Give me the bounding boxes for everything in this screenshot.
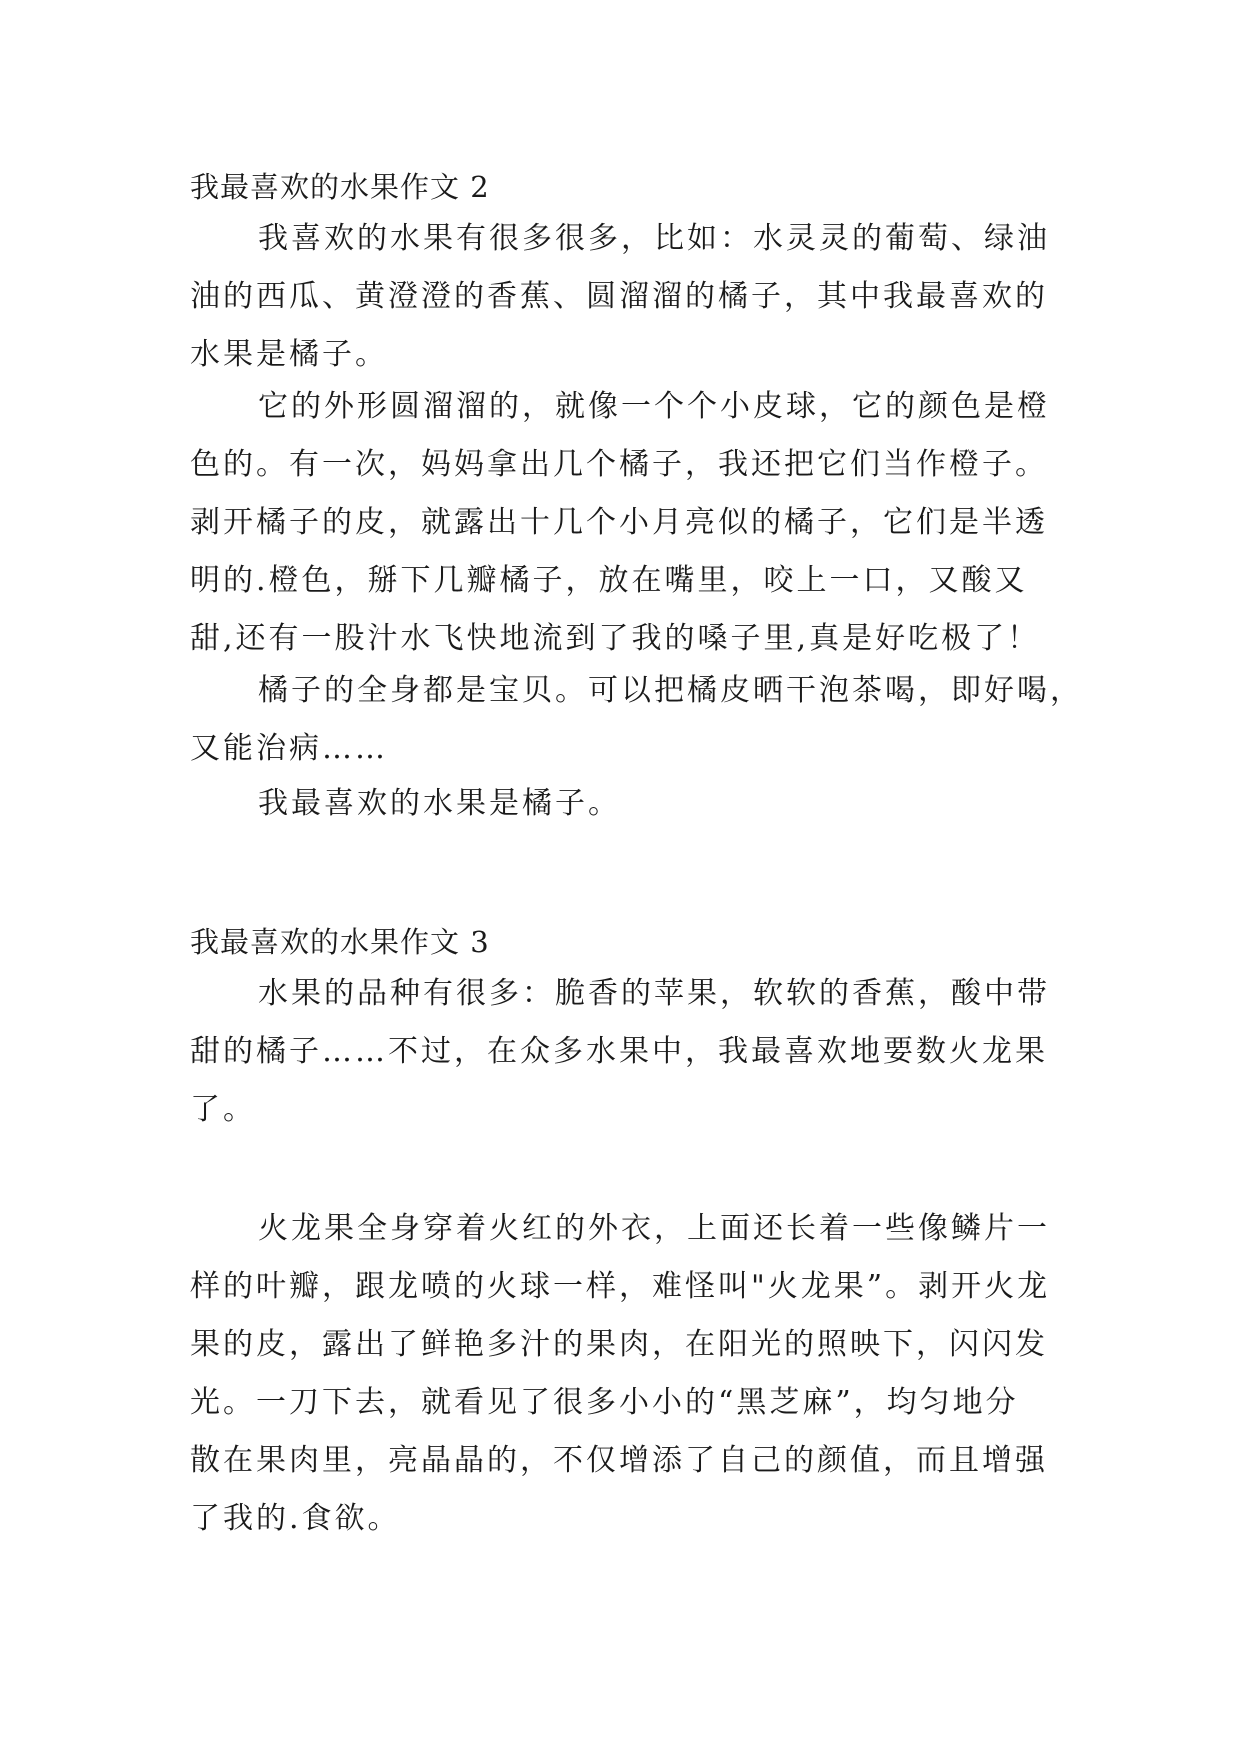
- text-line: 剥开橘子的皮，就露出十几个小月亮似的橘子，它们是半透: [190, 505, 1048, 540]
- paragraph: [190, 210, 1070, 384]
- paragraph: [190, 965, 1070, 1139]
- text-line: 色的。有一次，妈妈拿出几个橘子，我还把它们当作橙子。: [190, 447, 1048, 482]
- text-line: 甜的橘子……不过，在众多水果中，我最喜欢地要数火龙果: [190, 1034, 1048, 1069]
- text-line: 了我的.食欲。: [190, 1501, 401, 1536]
- text-line: 它的外形圆溜溜的，就像一个个小皮球，它的颜色是橙: [258, 389, 1050, 424]
- text-line: 我喜欢的水果有很多很多，比如：水灵灵的葡萄、绿油: [258, 221, 1050, 256]
- paragraph: [190, 662, 1083, 778]
- section-title: 我最喜欢的水果作文 3: [190, 925, 490, 959]
- text-line: 明的.橙色，掰下几瓣橘子，放在嘴里，咬上一口，又酸又: [190, 563, 1028, 598]
- paragraph: [190, 1200, 1070, 1548]
- paragraph: [190, 378, 1070, 668]
- text-line: 橘子的全身都是宝贝。可以把橘皮晒干泡茶喝，即好喝，: [258, 673, 1083, 708]
- section-title: 我最喜欢的水果作文 2: [190, 170, 490, 204]
- text-line: 油的西瓜、黄澄澄的香蕉、圆溜溜的橘子，其中我最喜欢的: [190, 279, 1048, 314]
- text-line: 果的皮，露出了鲜艳多汁的果肉，在阳光的照映下，闪闪发: [190, 1327, 1048, 1362]
- text-line: 火龙果全身穿着火红的外衣，上面还长着一些像鳞片一: [258, 1211, 1050, 1246]
- text-line: 水果的品种有很多：脆香的苹果，软软的香蕉，酸中带: [258, 976, 1050, 1011]
- text-line: 了。: [190, 1092, 256, 1127]
- paragraph: [190, 775, 1070, 833]
- text-line: 我最喜欢的水果是橘子。: [258, 786, 621, 821]
- text-line: 甜,还有一股汁水飞快地流到了我的嗓子里,真是好吃极了！: [190, 621, 1041, 656]
- text-line: 又能治病……: [190, 731, 388, 766]
- text-line: 样的叶瓣，跟龙喷的火球一样，难怪叫"火龙果”。剥开火龙: [190, 1269, 1051, 1304]
- text-line: 散在果肉里，亮晶晶的，不仅增添了自己的颜值，而且增强: [190, 1443, 1048, 1478]
- text-line: 光。一刀下去，就看见了很多小小的“黑芝麻”，均匀地分: [190, 1385, 1019, 1420]
- text-line: 水果是橘子。: [190, 337, 388, 372]
